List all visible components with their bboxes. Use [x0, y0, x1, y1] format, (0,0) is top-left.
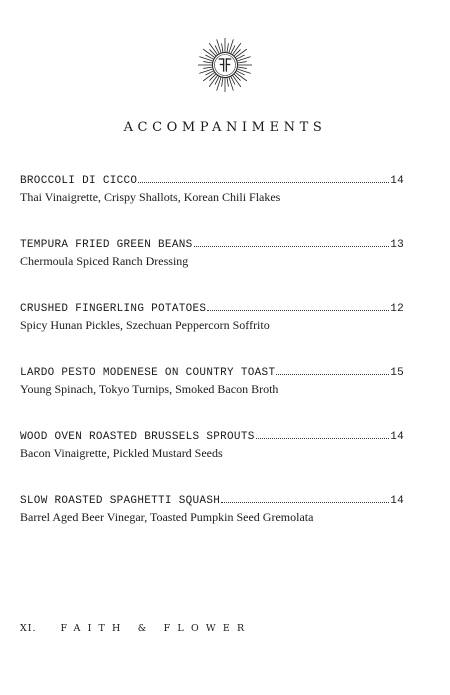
item-description: Bacon Vinaigrette, Pickled Mustard Seeds: [20, 446, 223, 460]
item-name: LARDO PESTO MODENESE ON COUNTRY TOAST: [20, 367, 276, 379]
item-name: BROCCOLI DI CICCO: [20, 175, 138, 187]
section-title: ACCOMPANIMENTS: [123, 120, 327, 135]
menu-item: [20, 238, 404, 302]
logo-ray: [237, 69, 251, 73]
logo-ray: [199, 69, 213, 73]
item-name: TEMPURA FRIED GREEN BEANS: [20, 239, 193, 251]
logo-ray: [234, 74, 241, 81]
footer-brand: FAITH & FLOWER: [60, 623, 252, 634]
menu-item: [20, 494, 404, 558]
logo-ray: [237, 62, 246, 63]
logo-ray: [222, 43, 223, 52]
item-description: Thai Vinaigrette, Crispy Shallots, Korean Chili Flakes: [20, 190, 281, 204]
logo-ray: [209, 74, 216, 81]
item-name: CRUSHED FINGERLING POTATOES: [20, 303, 207, 315]
menu-item: [20, 366, 404, 430]
logo-ray: [227, 77, 228, 86]
dot-leader: [256, 437, 390, 439]
logo-ray: [217, 39, 221, 53]
logo-ray: [199, 57, 213, 61]
logo-ray: [234, 49, 241, 56]
menu-item: [20, 302, 404, 366]
logo-ray: [217, 77, 221, 91]
item-description: Young Spinach, Tokyo Turnips, Smoked Bacon Broth: [20, 382, 279, 396]
logo-ray: [222, 77, 223, 86]
logo-ray: [237, 67, 246, 68]
menu-list: [20, 174, 404, 558]
item-description: Spicy Hunan Pickles, Szechuan Peppercorn Soffrito: [20, 318, 270, 332]
faith-flower-logo-icon: [197, 37, 253, 93]
item-name: WOOD OVEN ROASTED BRUSSELS SPROUTS: [20, 431, 255, 443]
logo-ray: [209, 49, 216, 56]
item-price: 14: [390, 495, 404, 507]
menu-item: [20, 174, 404, 238]
item-description: Barrel Aged Beer Vinegar, Toasted Pumpkin Seed Gremolata: [20, 510, 314, 524]
logo-ray: [237, 57, 251, 61]
item-price: 12: [390, 303, 404, 315]
item-name: SLOW ROASTED SPAGHETTI SQUASH: [20, 495, 221, 507]
logo-ray: [203, 62, 212, 63]
page-footer: [20, 623, 251, 634]
menu-item: [20, 430, 404, 494]
logo-ray: [229, 39, 233, 53]
item-description: Chermoula Spiced Ranch Dressing: [20, 254, 189, 268]
dot-leader: [138, 181, 389, 183]
item-price: 14: [390, 175, 404, 187]
logo-ray: [203, 67, 212, 68]
item-price: 13: [390, 239, 404, 251]
logo-ray: [227, 43, 228, 52]
item-price: 15: [390, 367, 404, 379]
dot-leader: [194, 245, 390, 247]
dot-leader: [221, 501, 389, 503]
dot-leader: [276, 373, 389, 375]
logo-ray: [229, 77, 233, 91]
item-price: 14: [390, 431, 404, 443]
dot-leader: [207, 309, 389, 311]
page-number: XI.: [20, 623, 37, 634]
